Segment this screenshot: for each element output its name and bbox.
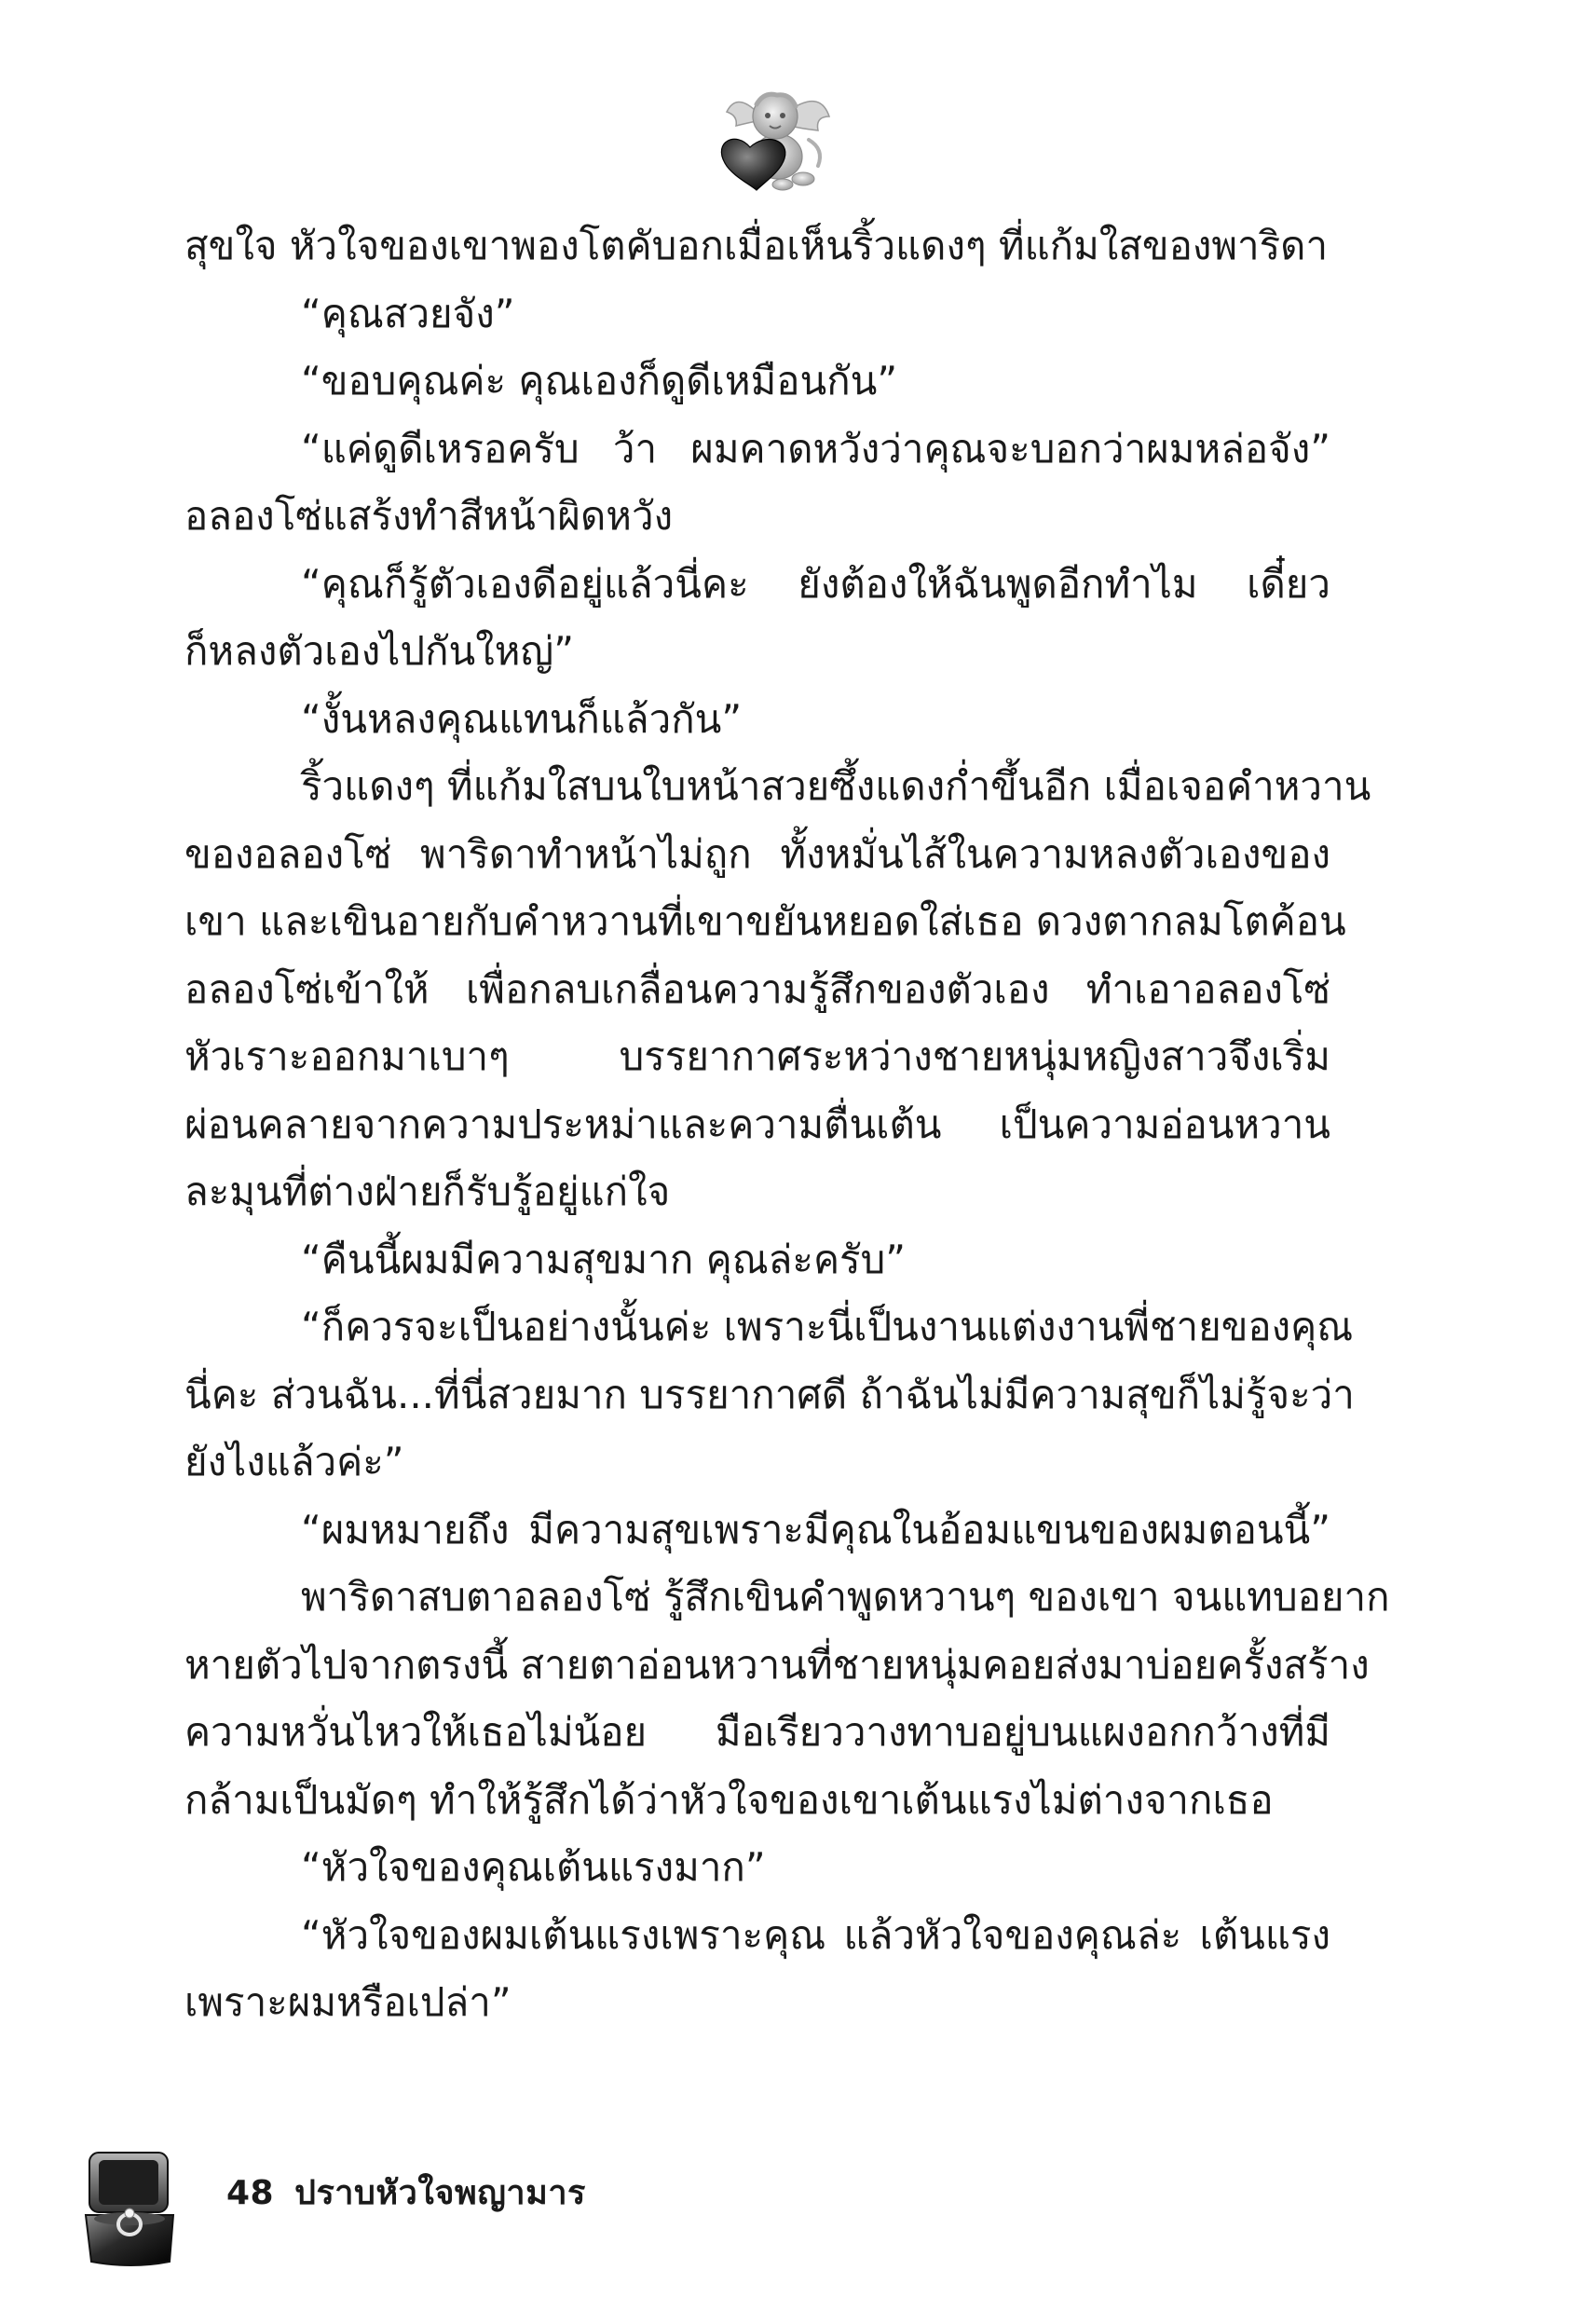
text-line: “หัวใจของผมเต้นแรงเพราะคุณ แล้วหัวใจของคุณล่ะ เต้นแรง xyxy=(301,1911,1330,1958)
text-line: ริ้วแดงๆ ที่แก้มใสบนใบหน้าสวยซึ้งแดงก่ำขึ้นอีก เมื่อเจอคำหวาน xyxy=(301,763,1371,809)
text-line: “ขอบคุณค่ะ คุณเองก็ดูดีเหมือนกัน” xyxy=(301,358,898,403)
text-line: ก็หลงตัวเองไปกันใหญ่” xyxy=(184,628,574,674)
cupid-heart-icon xyxy=(699,75,839,196)
text-line: ละมุนที่ต่างฝ่ายก็รับรู้อยู่แก่ใจ xyxy=(184,1169,671,1214)
text-line: “คุณสวยจัง” xyxy=(301,290,515,336)
text-line: ผ่อนคลายจากความประหม่าและความตื่นเต้น เป็นความอ่อนหวาน xyxy=(184,1101,1330,1147)
text-line: พาริดาสบตาอลองโซ่ รู้สึกเขินคำพูดหวานๆ ของเขา จนแทบอยาก xyxy=(301,1574,1390,1620)
text-line: “ก็ควรจะเป็นอย่างนั้นค่ะ เพราะนี่เป็นงานแต่งงานพี่ชายของคุณ xyxy=(301,1304,1354,1349)
text-line: เพราะผมหรือเปล่า” xyxy=(184,1979,512,2025)
text-line: ยังไงแล้วค่ะ” xyxy=(184,1439,404,1484)
text-line: ความหวั่นไหวให้เธอไม่น้อย มือเรียววางทาบอยู่บนแผงอกกว้างที่มี xyxy=(184,1709,1330,1755)
story-text xyxy=(184,212,1390,2037)
text-line: อลองโซ่แสร้งทำสีหน้าผิดหวัง xyxy=(184,493,674,539)
text-line: หัวเราะออกมาเบาๆ บรรยากาศระหว่างชายหนุ่มหญิงสาวจึงเริ่ม xyxy=(184,1033,1330,1079)
text-line: เขา และเขินอายกับคำหวานที่เขาขยันหยอดใส่เธอ ดวงตากลมโตค้อน xyxy=(184,898,1346,944)
page-footer xyxy=(226,2166,586,2219)
page-number: 48 xyxy=(226,2174,275,2212)
text-line: “งั้นหลงคุณแทนก็แล้วกัน” xyxy=(301,695,743,742)
text-line: อลองโซ่เข้าให้ เพื่อกลบเกลื่อนความรู้สึกของตัวเอง ทำเอาอลองโซ่ xyxy=(184,965,1330,1012)
text-line: “คุณก็รู้ตัวเองดีอยู่แล้วนี่คะ ยังต้องให้ฉันพูดอีกทำไม เดี๋ยว xyxy=(301,560,1330,607)
book-title: ปราบหัวใจพญามาร xyxy=(294,2174,586,2212)
text-line: นี่คะ ส่วนฉัน...ที่นี่สวยมาก บรรยากาศดี ถ้าฉันไม่มีความสุขก็ไม่รู้จะว่า xyxy=(184,1371,1355,1417)
text-line: ของอลองโซ่ พาริดาทำหน้าไม่ถูก ทั้งหมั่นไส้ในความหลงตัวเองของ xyxy=(184,830,1330,877)
text-line: “แค่ดูดีเหรอครับ ว้า ผมคาดหวังว่าคุณจะบอกว่าผมหล่อจัง” xyxy=(301,425,1330,472)
text-line: กล้ามเป็นมัดๆ ทำให้รู้สึกได้ว่าหัวใจของเขาเต้นแรงไม่ต่างจากเธอ xyxy=(184,1776,1274,1823)
text-line: “ผมหมายถึง มีความสุขเพราะมีคุณในอ้อมแขนของผมตอนนี้” xyxy=(301,1506,1330,1552)
text-line: “คืนนี้ผมมีความสุขมาก คุณล่ะครับ” xyxy=(301,1236,907,1282)
ring-box-icon xyxy=(80,2148,183,2269)
text-line: หายตัวไปจากตรงนี้ สายตาอ่อนหวานที่ชายหนุ่มคอยส่งมาบ่อยครั้งสร้าง xyxy=(184,1641,1370,1688)
text-line: สุขใจ หัวใจของเขาพองโตคับอกเมื่อเห็นริ้วแดงๆ ที่แก้มใสของพาริดา xyxy=(184,223,1329,268)
text-line: “หัวใจของคุณเต้นแรงมาก” xyxy=(301,1844,766,1890)
